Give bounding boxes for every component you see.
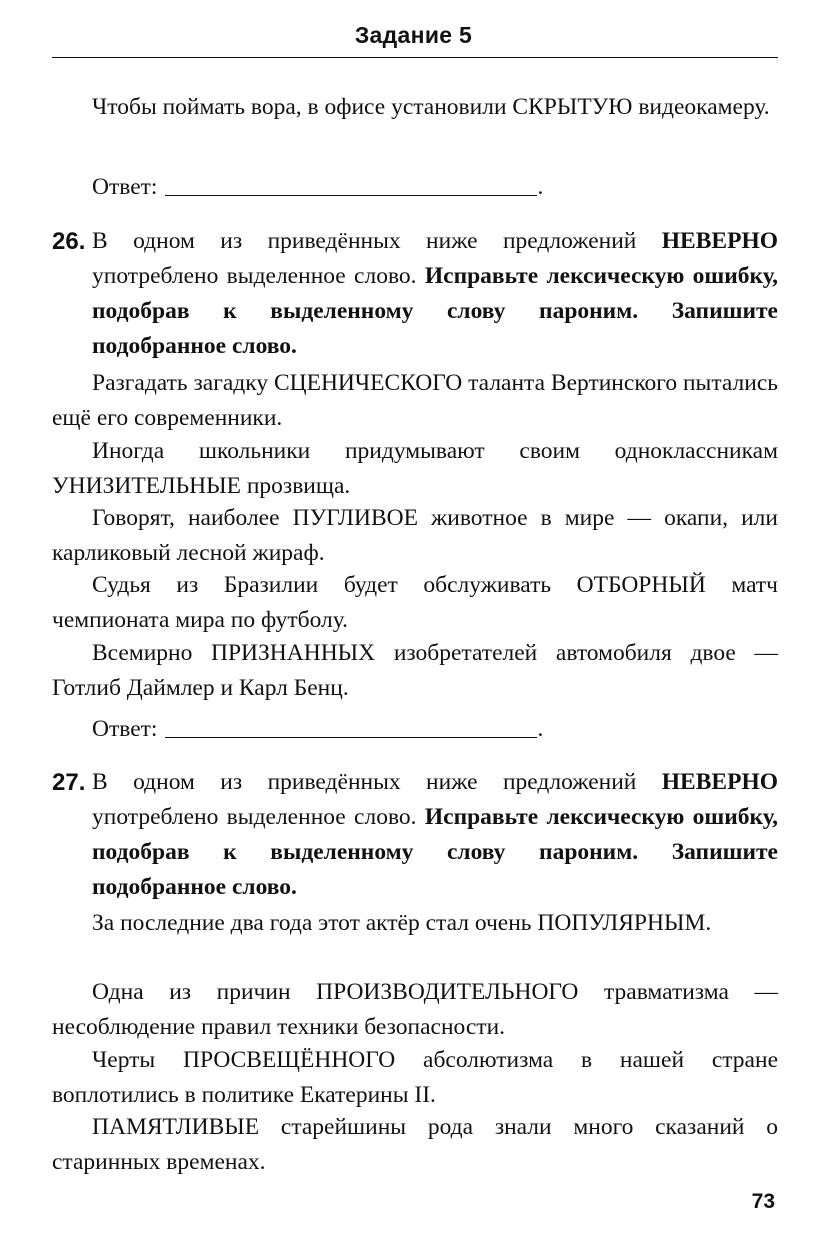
task-number: 26. xyxy=(52,228,86,255)
section-title: Задание 5 xyxy=(354,22,473,48)
task-26-answer-row: Ответ: . xyxy=(92,716,544,742)
answer-label: Ответ: xyxy=(92,716,158,742)
header-divider xyxy=(52,57,778,58)
intro-sentence: Чтобы поймать вора, в офисе установили СКРЫТУЮ видеокамеру. xyxy=(92,94,770,120)
intro-answer-row: Ответ: . xyxy=(92,174,544,200)
task-26-sentence-2: Иногда школьники придумывают своим одноклассникам УНИЗИТЕЛЬНЫЕ прозвища. xyxy=(52,438,778,499)
task-27-sentence-2: Одна из причин ПРОИЗВОДИТЕЛЬНОГО травматизма — несоблюдение правил техники безопасности. xyxy=(52,979,778,1040)
task-26-sentence-3: Говорят, наиболее ПУГЛИВОЕ животное в мире — окапи, или карликовый лесной жираф. xyxy=(52,505,778,566)
task-27-sentence-3: Черты ПРОСВЕЩЁННОГО абсолютизма в нашей стране воплотились в политике Екатерины II. xyxy=(52,1047,778,1108)
task-instruction: В одном из приведённых ниже предложений НЕВЕРНО употреблено выделенное слово. Исправьте лексическую ошибку, подобрав к выделенному слову пароним. Запишите подобранное слово. xyxy=(92,769,778,900)
task-27 xyxy=(52,765,778,905)
task-27-sentence-1: За последние два года этот актёр стал очень ПОПУЛЯРНЫМ. xyxy=(92,910,712,936)
task-number: 27. xyxy=(52,769,86,796)
task-26-sentence-4: Судья из Бразилии будет обслуживать ОТБОРНЫЙ матч чемпионата мира по футболу. xyxy=(52,572,778,633)
intro-sentence-block xyxy=(52,90,778,125)
task-26-sentence-5: Всемирно ПРИЗНАННЫХ изобретателей автомобиля двое — Готлиб Даймлер и Карл Бенц. xyxy=(52,640,778,701)
task-27-sentence-4: ПАМЯТЛИВЫЕ старейшины рода знали много сказаний о старинных временах. xyxy=(52,1114,778,1175)
page-number: 73 xyxy=(751,1190,775,1213)
task-instruction: В одном из приведённых ниже предложений НЕВЕРНО употреблено выделенное слово. Исправьте лексическую ошибку, подобрав к выделенному слову пароним. Запишите подобранное слово. xyxy=(92,228,778,359)
task-26 xyxy=(52,224,778,364)
answer-label: Ответ: xyxy=(92,174,158,200)
task-26-answer-field[interactable] xyxy=(165,736,537,738)
task-26-sentence-1: Разгадать загадку СЦЕНИЧЕСКОГО таланта Вертинского пытались ещё его современники. xyxy=(52,370,778,431)
intro-answer-field[interactable] xyxy=(165,194,537,196)
